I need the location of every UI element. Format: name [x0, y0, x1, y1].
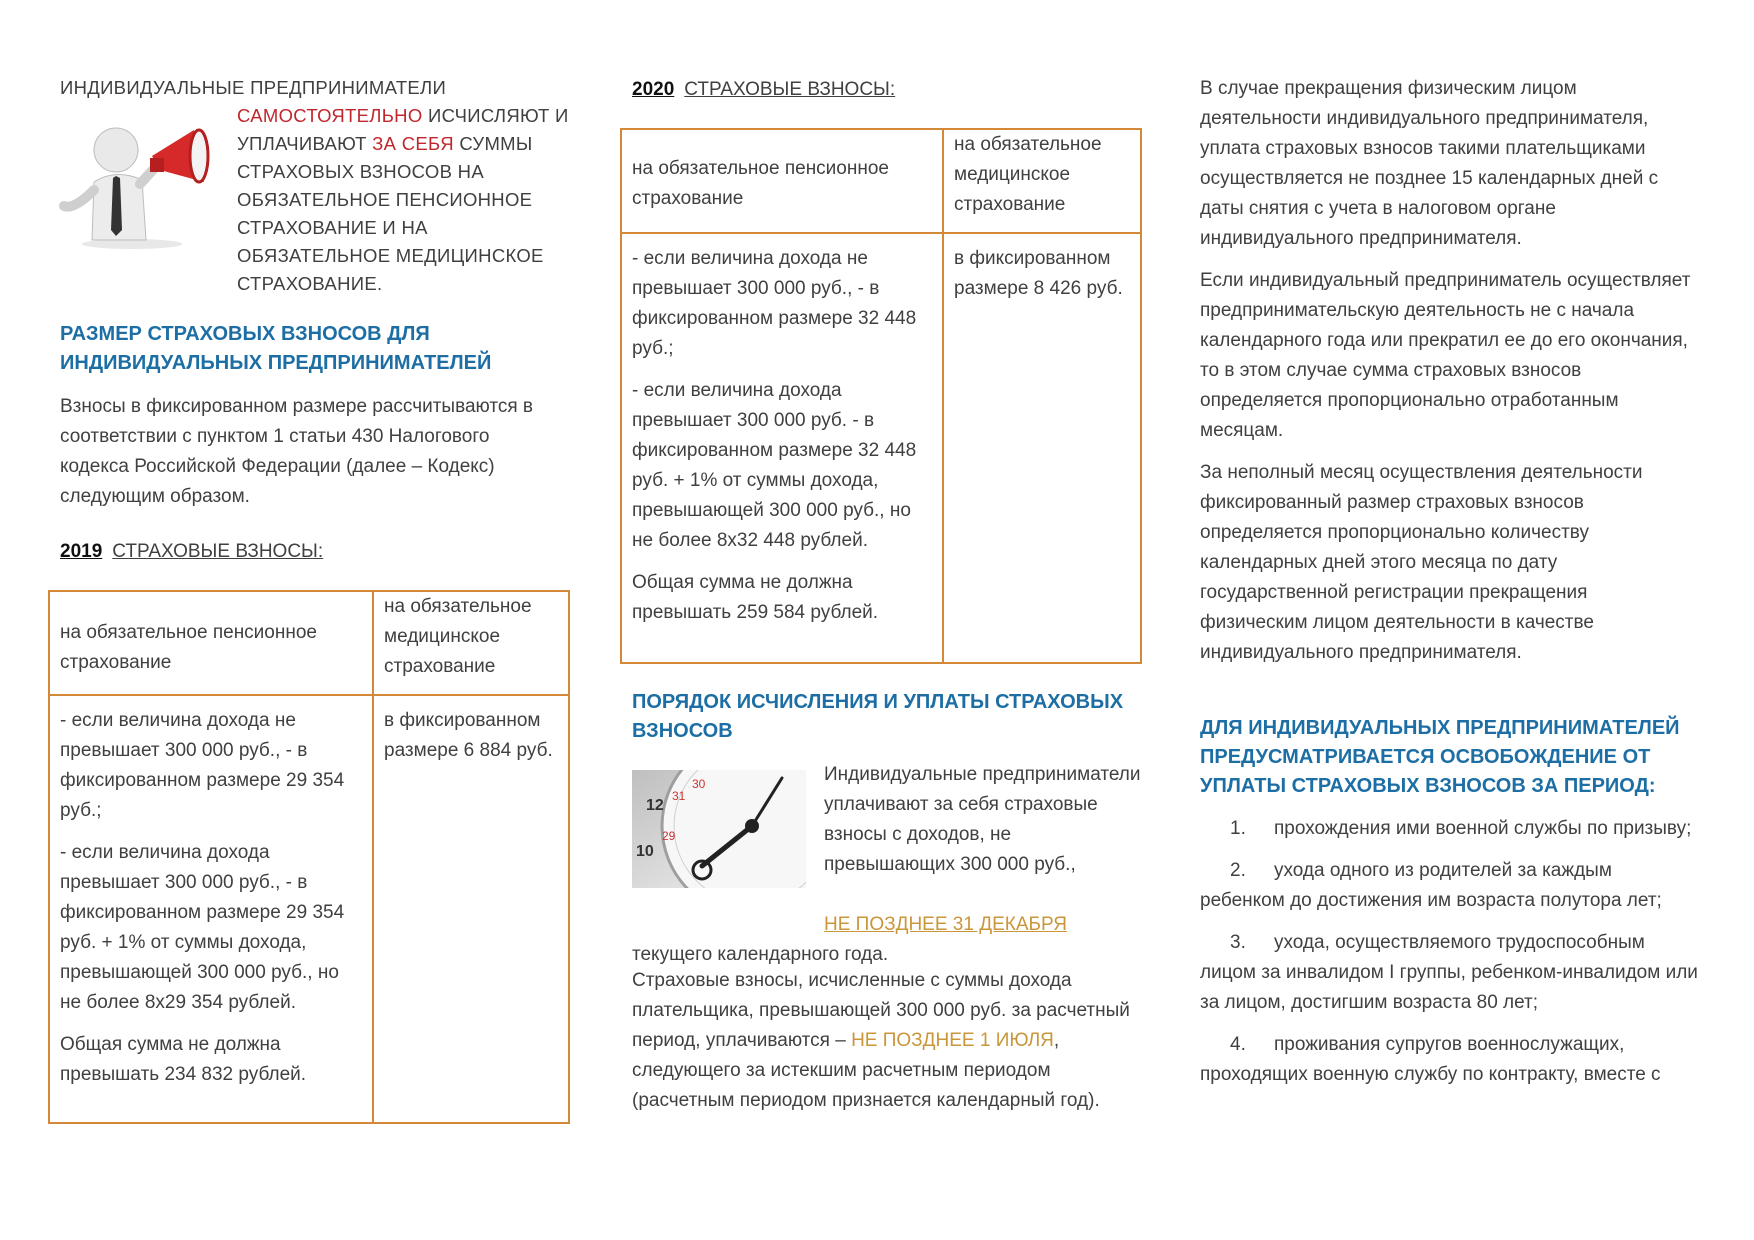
table-2020-right-p1: в фиксированном размере 8 426 руб. [954, 248, 1123, 299]
intro-mid-text: ИСЧИСЛЯЮТ И УПЛАЧИВАЮТ [237, 105, 569, 154]
deadline-jul-1: НЕ ПОЗДНЕЕ 1 ИЮЛЯ [851, 1030, 1054, 1051]
intro-line1: ИНДИВИДУАЛЬНЫЕ ПРЕДПРИНИМАТЕЛИ [60, 77, 447, 98]
table-2020-left-p1: - если величина дохода не превышает 300 000 руб., - в фиксированном размере 32 448 руб.; [632, 248, 917, 359]
list-item-text: ухода одного из родителей за каждым ребенком до достижения им возраста полутора лет; [1200, 860, 1662, 911]
intro-red-word-1: САМОСТОЯТЕЛЬНО [237, 105, 423, 126]
list-item-number: 3. [1230, 932, 1246, 953]
table-2019-right-cell [384, 706, 564, 778]
order-text-2a: Страховые взносы, исчисленные с суммы дохода плательщика, превышающей 300 000 руб. за расчетный период, уплачиваются – [632, 970, 1130, 1051]
termination-text-3: За неполный месяц осуществления деятельности фиксированный размер страховых взносов определяется пропорционально количеству календарных дней этого месяца по дату государственной регистрации прекращения физическим лицом деятельности в качестве индивидуального предпринимателя. [1200, 462, 1643, 663]
order-text-1: Индивидуальные предприниматели уплачивают за себя страховые взносы с доходов, не превышающих 300 000 руб., [824, 764, 1141, 875]
table-2020-right-cell [954, 244, 1134, 316]
termination-section [1200, 74, 1700, 680]
list-item-text: прохождения ими военной службы по призыву; [1274, 818, 1692, 839]
year-2020-heading [632, 76, 895, 104]
year-2019: 2019 [60, 541, 103, 562]
list-item-text: ухода, осуществляемого трудоспособным лицом за инвалидом I группы, ребенком-инвалидом или за лицом, достигшим возраста 80 лет; [1200, 932, 1698, 1013]
clock-calendar-icon [632, 770, 806, 888]
svg-text:10: 10 [636, 843, 654, 860]
list-item [1200, 814, 1700, 844]
svg-text:31: 31 [672, 789, 686, 803]
intro-text [237, 102, 577, 298]
table-2019-left-p3: Общая сумма не должна превышать 234 832 рублей. [60, 1034, 307, 1085]
list-item-number: 4. [1230, 1034, 1246, 1055]
year-2020-title: СТРАХОВЫЕ ВЗНОСЫ: [684, 79, 896, 100]
list-item [1200, 856, 1700, 916]
intro-rest-text: СУММЫ СТРАХОВЫХ ВЗНОСОВ НА ОБЯЗАТЕЛЬНОЕ ПЕНСИОННОЕ СТРАХОВАНИЕ И НА ОБЯЗАТЕЛЬНОЕ МЕДИЦИНСКОЕ СТРАХОВАНИЕ. [237, 133, 544, 294]
year-2019-title: СТРАХОВЫЕ ВЗНОСЫ: [112, 541, 324, 562]
table-2019-head-right: на обязательное медицинское страхование [384, 596, 532, 677]
intro-red-word-2: ЗА СЕБЯ [372, 133, 454, 154]
table-2019-divider [372, 592, 374, 1122]
termination-text-1: В случае прекращения физическим лицом деятельности индивидуального предпринимателя, уплата страховых взносов такими плательщиками осуществляется не позднее 15 календарных дней с даты снятия с учета в налоговом органе индивидуального предпринимателя. [1200, 78, 1659, 249]
list-item [1200, 928, 1700, 1018]
order-heading: ПОРЯДОК ИСЧИСЛЕНИЯ И УПЛАТЫ СТРАХОВЫХ ВЗНОСОВ [632, 691, 1124, 742]
svg-text:29: 29 [662, 829, 676, 843]
year-2019-heading [60, 538, 323, 566]
table-2020-left-cell [632, 244, 932, 640]
list-item-number: 1. [1230, 818, 1246, 839]
list-item-text: проживания супругов военнослужащих, проходящих военную службу по контракту, вместе с [1200, 1034, 1661, 1085]
svg-text:30: 30 [692, 777, 706, 791]
termination-text-2: Если индивидуальный предприниматель осуществляет предпринимательскую деятельность не с начала календарного года или прекратил ее до его окончания, то в этом случае сумма страховых взносов определяется пропорционально отработанным месяцам. [1200, 270, 1691, 441]
table-2020-divider [942, 130, 944, 662]
year-2020: 2020 [632, 79, 675, 100]
table-2020-head-left: на обязательное пенсионное страхование [632, 158, 889, 209]
size-heading: РАЗМЕР СТРАХОВЫХ ВЗНОСОВ ДЛЯ ИНДИВИДУАЛЬНЫХ ПРЕДПРИНИМАТЕЛЕЙ [60, 323, 492, 374]
table-2019-head-left: на обязательное пенсионное страхование [60, 622, 317, 673]
table-2020 [620, 128, 1142, 664]
table-2019-left-cell [60, 706, 360, 1102]
order-text-2 [632, 966, 1152, 1116]
megaphone-man-icon [54, 120, 214, 250]
table-2019-left-p2: - если величина дохода превышает 300 000 руб., - в фиксированном размере 29 354 руб. + 1% от суммы дохода, превышающей 300 000 руб., но не более 8х29 354 рублей. [60, 842, 345, 1013]
exemption-heading: ДЛЯ ИНДИВИДУАЛЬНЫХ ПРЕДПРИНИМАТЕЛЕЙ ПРЕДУСМАТРИВАЕТСЯ ОСВОБОЖДЕНИЕ ОТ УПЛАТЫ СТРАХОВЫХ ВЗНОСОВ ЗА ПЕРИОД: [1200, 717, 1680, 797]
size-text: Взносы в фиксированном размере рассчитываются в соответствии с пунктом 1 статьи 430 Налогового кодекса Российской Федерации (далее – Кодекс) следующим образом. [60, 396, 534, 507]
order-text-2b: , следующего за истекшим расчетным периодом (расчетным периодом признается календарный год). [632, 1030, 1100, 1111]
table-2019-left-p1: - если величина дохода не превышает 300 000 руб., - в фиксированном размере 29 354 руб.; [60, 710, 345, 821]
exemption-list [1200, 814, 1700, 1102]
deadline-dec-31: НЕ ПОЗДНЕЕ 31 ДЕКАБРЯ [824, 914, 1067, 935]
order-text-1-end: текущего календарного года. [632, 944, 889, 965]
list-item-number: 2. [1230, 860, 1246, 881]
table-2020-left-p2: - если величина дохода превышает 300 000 руб. - в фиксированном размере 32 448 руб. + 1% от суммы дохода, превышающей 300 000 руб., но не более 8х32 448 рублей. [632, 380, 917, 551]
table-2020-left-p3: Общая сумма не должна превышать 259 584 рублей. [632, 572, 879, 623]
table-2020-head-right: на обязательное медицинское страхование [954, 134, 1102, 215]
list-item [1200, 1030, 1700, 1090]
svg-text:12: 12 [646, 797, 664, 814]
table-2019-right-p1: в фиксированном размере 6 884 руб. [384, 710, 553, 761]
table-2019 [48, 590, 570, 1124]
order-text-1b [632, 910, 1152, 970]
